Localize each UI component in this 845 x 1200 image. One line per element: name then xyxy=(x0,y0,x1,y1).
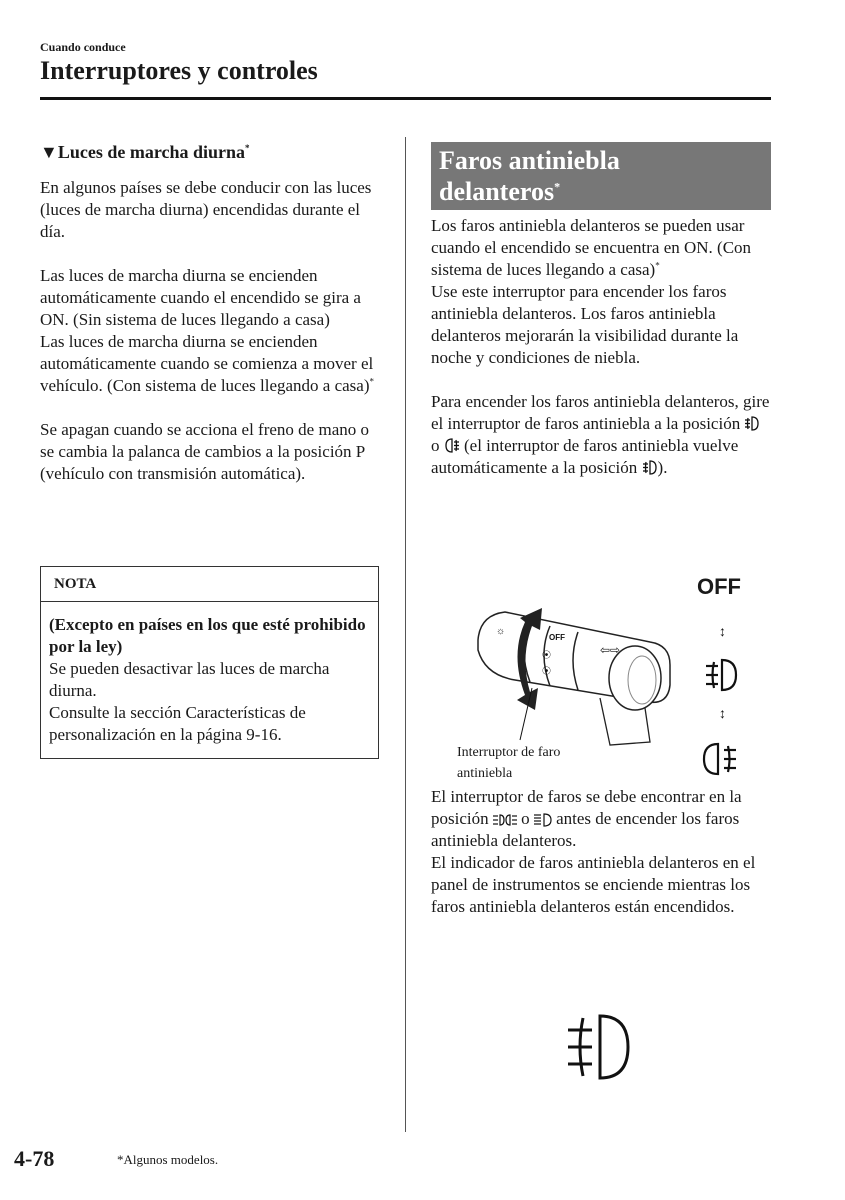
rear-fog-icon xyxy=(444,437,460,454)
right-body-2 xyxy=(431,786,771,918)
paragraph: Los faros antiniebla delanteros se pueden usar cuando el encendido se encuentra en ON. (Con sistema de luces llegando a casa)* xyxy=(431,216,752,279)
asterisk: * xyxy=(245,143,250,153)
paragraph: Las luces de marcha diurna se encienden automáticamente cuando el encendido se gira a ON. (Sin sistema de luces llegando a casa) xyxy=(40,266,361,329)
position-arrow-icon: ↕ xyxy=(719,705,726,721)
section-label: Cuando conduce xyxy=(40,40,126,54)
note-body xyxy=(41,602,378,746)
section-heading xyxy=(40,142,250,163)
svg-text:⦿: ⦿ xyxy=(542,650,552,660)
paragraph: Use este interruptor para encender los faros antiniebla delanteros. Los faros antiniebla delanteros mejorarán la visibilidad durante la noche y condiciones de niebla. xyxy=(431,282,739,367)
fog-indicator-icon xyxy=(566,1010,636,1085)
paragraph: El interruptor de faros se debe encontrar en la posición o antes de encender los faros antiniebla delanteros. xyxy=(431,787,742,850)
note-line: Consulte la sección Características de personalización en la página 9-16. xyxy=(49,703,306,744)
asterisk: * xyxy=(554,179,561,194)
paragraph: Se apagan cuando se acciona el freno de mano o se cambia la palanca de cambios a la posición P (vehículo con transmisión automática). xyxy=(40,420,369,483)
section-banner xyxy=(431,142,771,210)
figure-caption: Interruptor de faro antiniebla xyxy=(457,745,561,781)
headlight-icon xyxy=(534,813,552,827)
note-line: Se pueden desactivar las luces de marcha diurna. xyxy=(49,659,330,700)
lever-off-mark: OFF xyxy=(549,633,565,642)
title-rule xyxy=(40,97,771,100)
asterisk: * xyxy=(655,260,660,271)
heading-marker: ▼ xyxy=(40,142,58,162)
left-body xyxy=(40,177,380,507)
right-body xyxy=(431,215,771,501)
front-fog-icon xyxy=(744,415,760,432)
parking-light-icon xyxy=(493,813,517,827)
rear-fog-icon xyxy=(704,744,736,774)
note-title: NOTA xyxy=(41,567,378,602)
heading-text: Luces de marcha diurna xyxy=(57,142,246,162)
page-title: Interruptores y controles xyxy=(40,56,318,85)
note-box xyxy=(40,566,379,759)
paragraph: En algunos países se debe conducir con las luces (luces de marcha diurna) encendidas durante el día. xyxy=(40,178,372,241)
paragraph: Para encender los faros antiniebla delanteros, gire el interruptor de faros antiniebla a la posición o (el interruptor de faros antiniebla vuelve automáticamente a la posición ). xyxy=(431,392,770,477)
svg-text:⦿: ⦿ xyxy=(542,666,552,676)
light-sun-icon: ☼ xyxy=(496,626,506,637)
paragraph: El indicador de faros antiniebla delanteros en el panel de instrumentos se enciende mientras los faros antiniebla delanteros están encendidos. xyxy=(431,853,756,916)
position-arrow-icon: ↕ xyxy=(719,623,726,639)
off-label: OFF xyxy=(697,574,741,599)
lever-arrow-icon: ⇦⇨ xyxy=(600,643,621,657)
banner-line: Faros antiniebla xyxy=(439,146,620,175)
column-divider xyxy=(405,137,406,1132)
banner-line-2: delanteros* xyxy=(439,177,561,206)
footnote: *Algunos modelos. xyxy=(117,1152,219,1167)
page-number: 4-78 xyxy=(14,1146,55,1171)
asterisk: * xyxy=(369,376,374,387)
paragraph: Las luces de marcha diurna se encienden automáticamente cuando se comienza a mover el vehículo. (Con sistema de luces llegando a casa)* xyxy=(40,332,374,395)
note-bold: (Excepto en países en los que esté prohibido por la ley) xyxy=(49,615,366,656)
front-fog-icon xyxy=(706,660,736,690)
front-fog-icon xyxy=(642,459,658,476)
